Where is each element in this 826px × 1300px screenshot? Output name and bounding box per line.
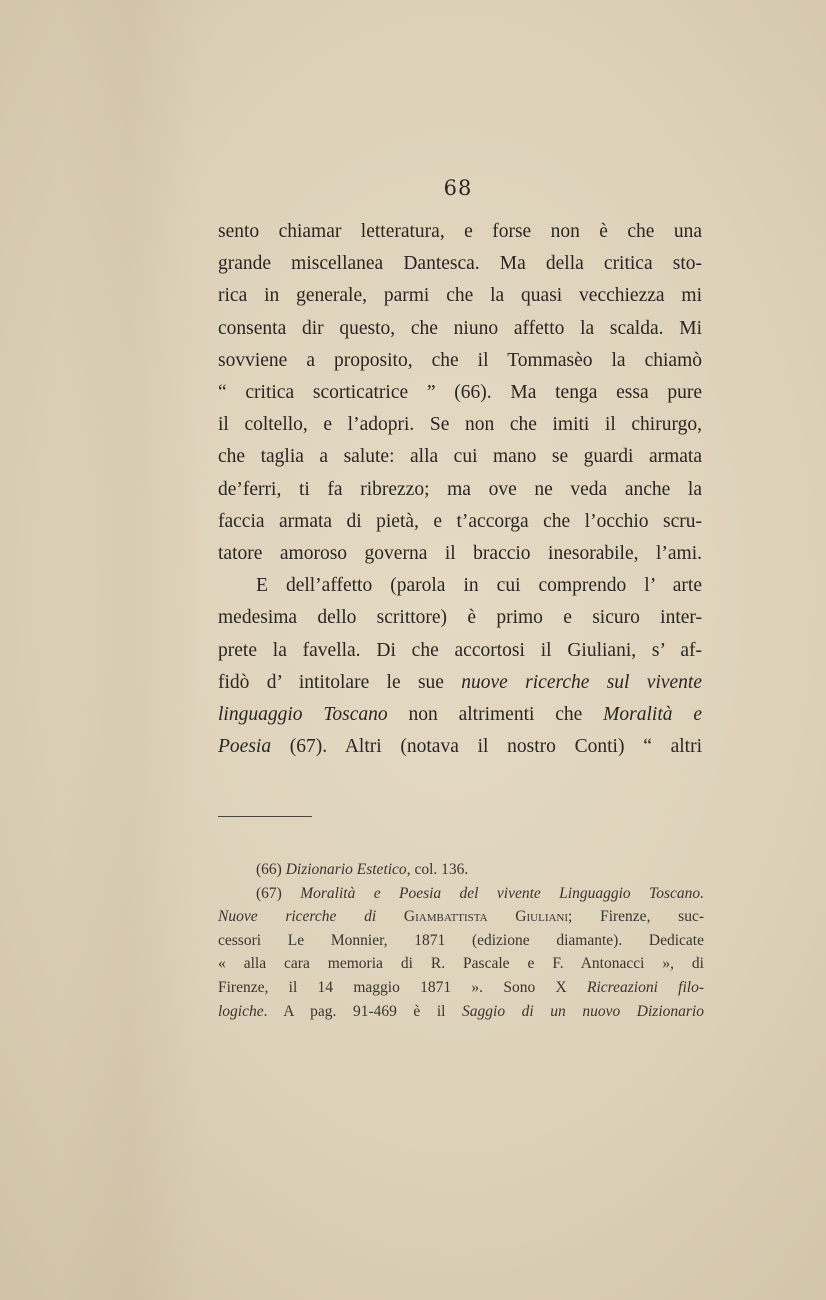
footnote-title: Dizionario Estetico <box>285 861 407 878</box>
text-line: prete la favella. Di che accortosi il Giuliani, s’ af- <box>218 639 702 661</box>
footnote-line <box>218 1000 704 1024</box>
footnote-author: Giambattista Giuliani <box>403 908 569 926</box>
footnote-marker: (66) <box>256 861 286 878</box>
text-line: il coltello, e l’adopri. Se non che imiti il chirurgo, <box>218 414 702 436</box>
text-line <box>218 667 702 699</box>
footnote-title: Moralità e Poesia del vivente Linguaggio Toscano. <box>300 884 704 902</box>
footnote-text: . A pag. 91-469 è il <box>263 1002 463 1020</box>
text-segment: non altrimenti che <box>387 704 604 726</box>
text-line: consenta dir questo, che niuno affetto la scalda. Mi <box>218 317 702 339</box>
text-line <box>218 699 702 731</box>
footnotes <box>218 858 704 1023</box>
text-line: che taglia a salute: alla cui mano se guardi armata <box>218 446 702 468</box>
footnote-line <box>218 905 704 929</box>
footnote-italic: Saggio di un nuovo Dizionario <box>462 1002 704 1020</box>
text-line: E dell’affetto (parola in cui comprendo l’ arte <box>256 575 702 597</box>
text-line: medesima dello scrittore) è primo e sicuro inter- <box>218 607 702 629</box>
italic-title: Moralità e <box>603 704 702 726</box>
footnote-text: , col. 136. <box>406 861 469 878</box>
text-line: sento chiamar letteratura, e forse non è che una <box>218 221 702 242</box>
text-line: “ critica scorticatrice ” (66). Ma tenga essa pure <box>218 382 702 404</box>
main-text <box>218 216 702 763</box>
footnote-italic: Nuove ricerche di <box>218 908 404 926</box>
text-line: tatore amoroso governa il braccio inesorabile, l’ami. <box>218 543 702 565</box>
footnote-66 <box>218 858 704 882</box>
text-line: de’ferri, ti fa ribrezzo; ma ove ne veda anche la <box>218 478 702 500</box>
footnote-line: cessori Le Monnier, 1871 (edizione diamante). Dedicate <box>218 931 704 949</box>
text-line <box>218 731 702 763</box>
footnote-text: ; Firenze, suc- <box>568 908 704 926</box>
footnote-67 <box>218 882 704 906</box>
footnote-italic: Ricreazioni filo- <box>586 978 704 996</box>
footnote-line: « alla cara memoria di R. Pascale e F. Antonacci », di <box>218 955 704 973</box>
footnote-separator <box>218 816 312 817</box>
italic-title: nuove ricerche sul vivente <box>461 671 703 693</box>
footnote-text: Firenze, il 14 maggio 1871 ». Sono X <box>218 978 587 996</box>
footnote-marker: (67) <box>256 884 301 902</box>
italic-title: Poesia <box>218 736 272 758</box>
text-segment: (67). Altri (notava il nostro Conti) “ altri <box>271 736 702 758</box>
text-line: sovviene a proposito, che il Tommasèo la chiamò <box>218 349 702 371</box>
text-line: grande miscellanea Dantesca. Ma della critica sto- <box>218 253 702 275</box>
text-segment: fidò d’ intitolare le sue <box>218 671 462 693</box>
text-line: rica in generale, parmi che la quasi vecchiezza mi <box>218 285 702 307</box>
italic-title: linguaggio Toscano <box>218 704 388 726</box>
text-line: faccia armata di pietà, e t’accorga che l’occhio scru- <box>218 510 702 532</box>
footnote-line <box>218 976 704 1000</box>
footnote-italic: logiche <box>218 1002 264 1020</box>
page-number: 68 <box>443 176 473 200</box>
